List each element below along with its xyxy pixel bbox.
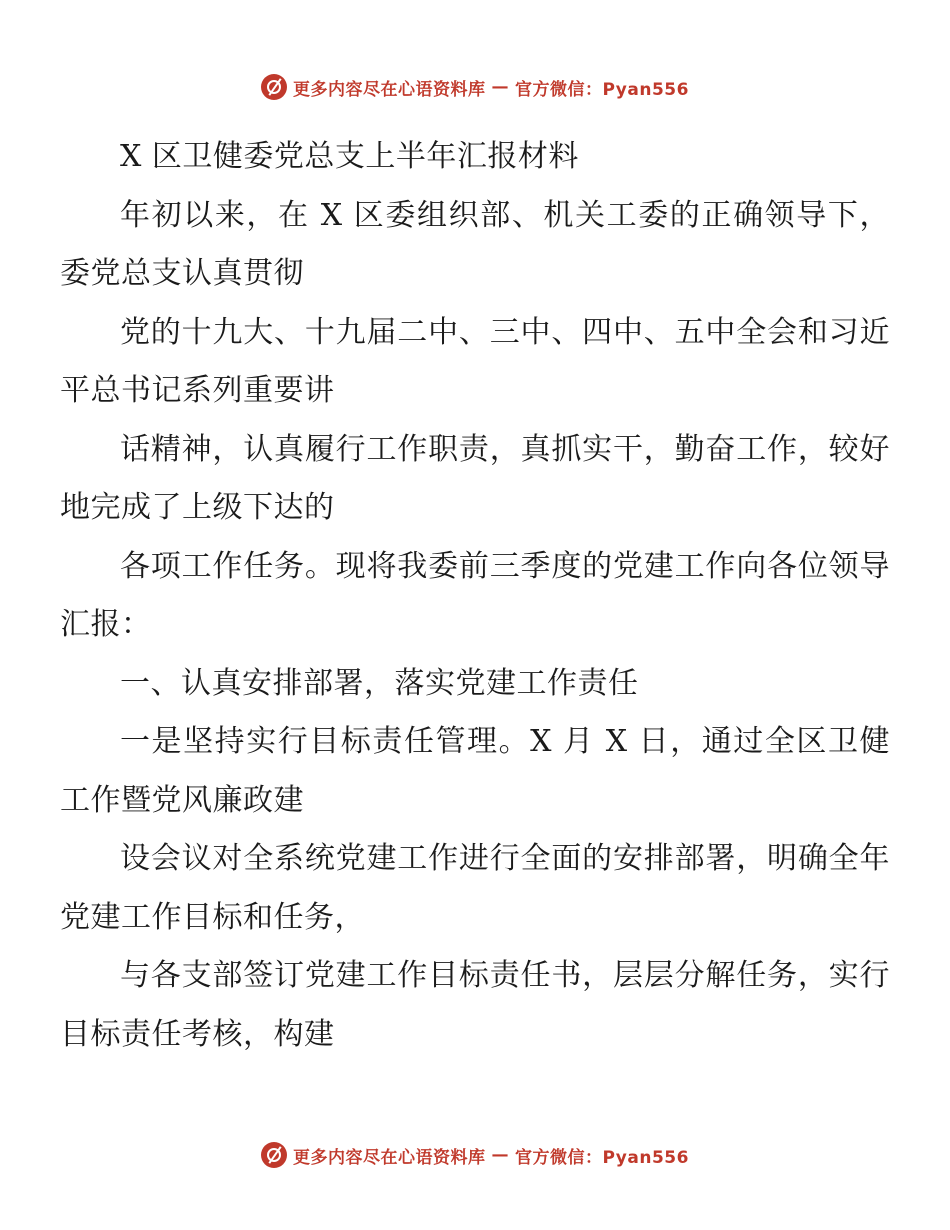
watermark-wechat: 官方微信：Pyan556 bbox=[515, 1147, 689, 1168]
paragraph: 设会议对全系统党建工作进行全面的安排部署，明确全年党建工作目标和任务， bbox=[60, 841, 890, 935]
watermark-header bbox=[60, 74, 890, 100]
watermark-separator: — bbox=[491, 77, 510, 97]
paragraph: 一是坚持实行目标责任管理。X 月 X 日，通过全区卫健工作暨党风廉政建 bbox=[60, 724, 890, 818]
watermark-wechat: 官方微信：Pyan556 bbox=[515, 79, 689, 100]
paragraph: 话精神，认真履行工作职责，真抓实干，勤奋工作，较好地完成了上级下达的 bbox=[60, 431, 890, 525]
paragraph: 各项工作任务。现将我委前三季度的党建工作向各位领导汇报： bbox=[60, 548, 890, 642]
paragraph: 党的十九大、十九届二中、三中、四中、五中全会和习近平总书记系列重要讲 bbox=[60, 314, 890, 408]
watermark-logo-icon bbox=[261, 1142, 287, 1168]
watermark-separator: — bbox=[491, 1145, 510, 1165]
watermark-text: 更多内容尽在心语资料库 bbox=[293, 79, 486, 100]
watermark-text: 更多内容尽在心语资料库 bbox=[293, 1147, 486, 1168]
document-content bbox=[60, 128, 890, 1230]
watermark-logo-icon bbox=[261, 74, 287, 100]
paragraph: 与各支部签订党建工作目标责任书，层层分解任务，实行目标责任考核，构建 bbox=[60, 958, 890, 1052]
paragraph: 年初以来，在 X 区委组织部、机关工委的正确领导下，委党总支认真贯彻 bbox=[60, 197, 890, 291]
document-title: X 区卫健委党总支上半年汇报材料 bbox=[120, 139, 579, 174]
paragraph: 一、认真安排部署，落实党建工作责任 bbox=[120, 665, 639, 701]
watermark-footer bbox=[0, 1142, 950, 1168]
